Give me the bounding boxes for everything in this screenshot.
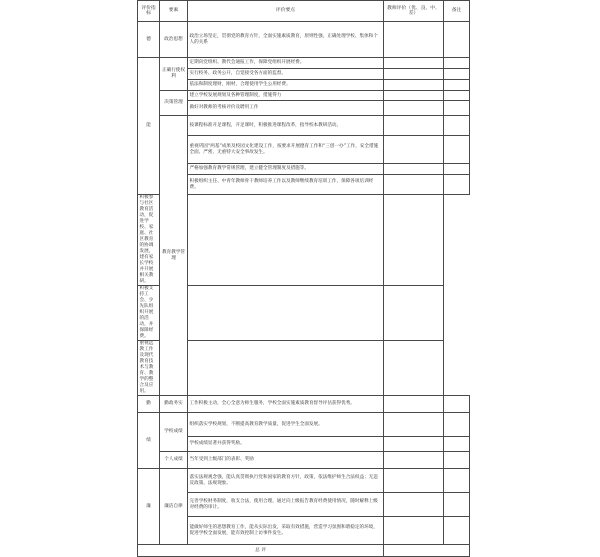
standard-cell: 当年受到上级部门的表彰、奖励 <box>188 452 384 469</box>
header-teacher-eval: 教师评价（优、良、中、差） <box>384 1 444 22</box>
category-ji: 绩 <box>138 413 160 469</box>
standard-cell: 依法和制度理财，刚材，合理使用学生公用经费。 <box>188 80 384 91</box>
score-cell[interactable] <box>384 80 444 91</box>
standard-cell: 建立学校发展规划及各种管理制度，措施得力 <box>188 91 384 101</box>
standard-cell: 严格加强教育教学常规管理，建立健全管理制度及措施等。 <box>188 164 384 175</box>
element-political: 政治思想 <box>160 22 188 58</box>
standard-cell: 政治立场坚定，贯彻党的教育方针，全面实施素质教育，原则性强，正确处理学校、集体和个人的关系 <box>188 22 384 58</box>
remark-cell[interactable] <box>444 493 470 517</box>
table-row <box>138 437 470 452</box>
element-decision: 决策管理 <box>160 91 188 116</box>
remark-cell[interactable] <box>444 452 470 469</box>
table-row <box>138 341 470 396</box>
standard-cell: 重视远教工作及现代教育技术与教育、教学的整合及应用。 <box>138 341 160 396</box>
score-cell[interactable] <box>384 493 444 517</box>
table-row <box>138 195 470 286</box>
remark-cell[interactable] <box>444 136 470 164</box>
score-cell[interactable] <box>384 116 444 136</box>
score-cell[interactable] <box>188 195 384 286</box>
standard-cell: 做好对教师的考核评价及聘用工作 <box>188 101 384 116</box>
standard-cell: 组织落实学校规划，不断提高教育教学质量，促进学生全面发展。 <box>188 413 384 437</box>
standard-cell: 按课程标准开足课程，开足课时，积极推进课程改革，指导校本教研活动。 <box>188 116 384 136</box>
score-cell[interactable] <box>188 286 384 341</box>
remark-cell[interactable] <box>384 341 444 396</box>
remark-cell[interactable] <box>444 164 470 175</box>
remark-cell[interactable] <box>444 22 470 58</box>
remark-cell[interactable] <box>384 286 444 341</box>
table-row <box>138 452 470 469</box>
header-element: 要素 <box>160 1 188 22</box>
standard-cell: 能做好师生的思想教育工作，能从实际出发，采取有效措施，营造学习氛围和谐稳定的环境，促进学校全面发展，能有效控制上访事件发生。 <box>188 517 384 545</box>
table-row <box>138 91 470 101</box>
element-work-attitude: 勤政务实 <box>160 396 188 413</box>
score-cell[interactable] <box>384 58 444 69</box>
score-cell[interactable] <box>384 396 444 413</box>
header-row <box>138 1 470 22</box>
standard-cell: 积极组织主任、中青年教师骨干教师培养工作以及教师继续教育培训工作，保障各项培训经费。 <box>188 175 384 195</box>
table-row <box>138 80 470 91</box>
score-cell[interactable] <box>384 437 444 452</box>
score-cell[interactable] <box>384 22 444 58</box>
remark-cell[interactable] <box>384 195 444 286</box>
header-remark: 备注 <box>444 1 470 22</box>
table-row <box>138 286 470 341</box>
remark-cell[interactable] <box>444 175 470 195</box>
score-cell[interactable] <box>384 517 444 545</box>
evaluation-table <box>137 0 470 557</box>
total-score-cell[interactable] <box>384 545 470 557</box>
category-lian: 廉 <box>138 469 160 545</box>
table-row <box>138 175 470 195</box>
table-row <box>138 493 470 517</box>
standard-cell: 积极支持工会、少先队组织开展的活动，并保障经费。 <box>138 286 160 341</box>
element-teaching-mgmt: 教育教学管理 <box>160 116 188 396</box>
category-qin: 勤 <box>138 396 160 413</box>
standard-cell: 积极参与社区教育活动，促进学校、家庭、社区教育的协调发展，建有家长学校并开展相关教研。 <box>138 195 160 286</box>
score-cell[interactable] <box>384 452 444 469</box>
remark-cell[interactable] <box>444 80 470 91</box>
standard-cell: 学校成绩显著并获得奖励。 <box>188 437 384 452</box>
remark-cell[interactable] <box>444 116 470 136</box>
header-points: 评价要点 <box>188 1 384 22</box>
remark-cell[interactable] <box>444 58 470 69</box>
remark-cell[interactable] <box>444 413 470 437</box>
table-row <box>138 58 470 69</box>
standard-cell: 实行校务、政务公开，自觉接受各方面的监督。 <box>188 69 384 80</box>
table-row <box>138 517 470 545</box>
table-row <box>138 469 470 493</box>
table-row <box>138 69 470 80</box>
score-cell[interactable] <box>384 136 444 164</box>
remark-cell[interactable] <box>444 69 470 80</box>
table-row <box>138 164 470 175</box>
element-integrity: 廉洁自律 <box>160 469 188 545</box>
table-row <box>138 413 470 437</box>
table-row <box>138 101 470 116</box>
element-personal-results: 个人成绩 <box>160 452 188 469</box>
score-cell[interactable] <box>384 469 444 493</box>
score-cell[interactable] <box>384 101 444 116</box>
category-de: 德 <box>138 22 160 58</box>
remark-cell[interactable] <box>444 469 470 493</box>
score-cell[interactable] <box>384 175 444 195</box>
table-row <box>138 22 470 58</box>
remark-cell[interactable] <box>444 396 470 413</box>
score-cell[interactable] <box>188 341 384 396</box>
table-row <box>138 136 470 164</box>
score-cell[interactable] <box>384 413 444 437</box>
element-correct-use: 正确行使权利 <box>160 58 188 91</box>
remark-cell[interactable] <box>444 91 470 101</box>
standard-cell: 重视巩固“两基”成果及校园文化建设工作，按要求开展德育工作和“三创一办”工作，安全措施全面、严密，无重特大安全事故发生。 <box>188 136 384 164</box>
table-row <box>138 396 470 413</box>
score-cell[interactable] <box>384 69 444 80</box>
standard-cell: 落实法规观念强，能认真贯彻执行党和国家的教育方针，政策，依法维护师生合法权益；无违反政策、法规现象。 <box>188 469 384 493</box>
element-school-results: 学校成绩 <box>160 413 188 452</box>
score-cell[interactable] <box>384 164 444 175</box>
total-label: 总 评 <box>138 545 384 557</box>
standard-cell: 工作积极主动，全心全意为师生服务，学校全面实施素质教育督导评估获得优秀。 <box>188 396 384 413</box>
header-indicator: 评价指标 <box>138 1 160 22</box>
remark-cell[interactable] <box>444 517 470 545</box>
total-row <box>138 545 470 557</box>
evaluation-form <box>137 0 469 553</box>
standard-cell: 完善学校财务制度，收支合法，使用合理，通过向上级报告教育经费使用情况，随时解释上级对经费的审计。 <box>188 493 384 517</box>
remark-cell[interactable] <box>444 437 470 452</box>
standard-cell: 定期向党组织、教代会通报工作，保障党组织开展经费。 <box>188 58 384 69</box>
remark-cell[interactable] <box>444 101 470 116</box>
table-row <box>138 116 470 136</box>
category-neng: 能 <box>138 58 160 195</box>
score-cell[interactable] <box>384 91 444 101</box>
